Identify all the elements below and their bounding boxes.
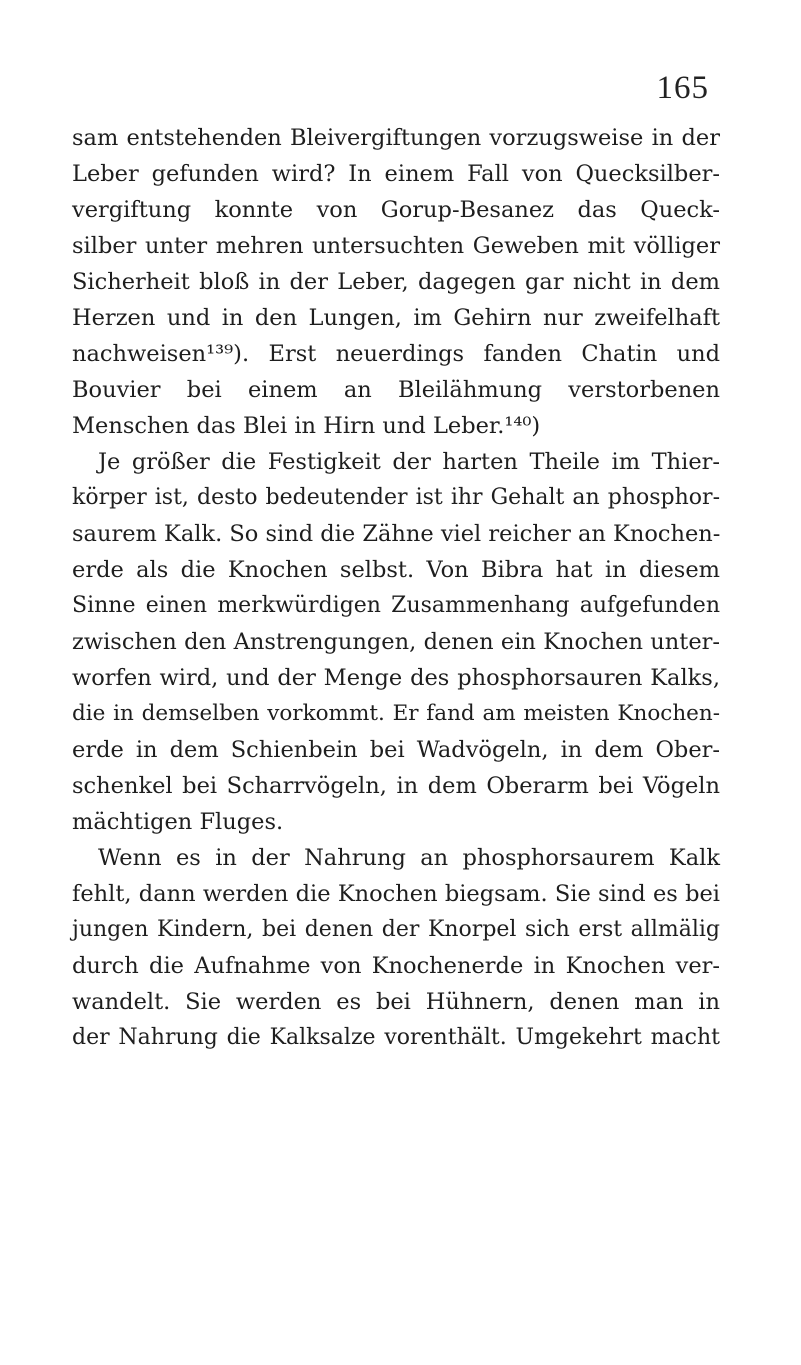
text-line: erde in dem Schienbein bei Wadvögeln, in dem Ober- <box>72 737 720 763</box>
text-line: wandelt. Sie werden es bei Hühnern, denen man in <box>72 989 720 1015</box>
text-line: Je größer die Festigkeit der harten Theile im Thier- <box>98 449 720 475</box>
text-line: mächtigen Fluges. <box>72 809 284 835</box>
text-line: Wenn es in der Nahrung an phosphorsaurem Kalk <box>98 845 720 871</box>
text-line: schenkel bei Scharrvögeln, in dem Oberarm bei Vögeln <box>72 773 720 799</box>
text-line: durch die Aufnahme von Knochenerde in Knochen ver- <box>72 953 720 979</box>
text-line: sam entstehenden Bleivergiftungen vorzugsweise in der <box>72 125 720 151</box>
text-line: die in demselben vorkommt. Er fand am meisten Knochen- <box>72 701 720 726</box>
text-line: Leber gefunden wird? In einem Fall von Quecksilber- <box>72 161 720 187</box>
text-line: der Nahrung die Kalksalze vorenthält. Umgekehrt macht <box>72 1025 720 1050</box>
text-line: Herzen und in den Lungen, im Gehirn nur zweifelhaft <box>72 305 720 331</box>
page-number: 165 <box>656 70 709 106</box>
text-line: nachweisen¹³⁹). Erst neuerdings fanden Chatin und <box>72 341 720 367</box>
body-text <box>72 120 720 1056</box>
text-line: körper ist, desto bedeutender ist ihr Gehalt an phosphor- <box>72 485 720 510</box>
text-line: vergiftung konnte von Gorup-Besanez das Queck- <box>72 197 720 223</box>
text-line: Bouvier bei einem an Bleilähmung verstorbenen <box>72 377 720 403</box>
text-line: erde als die Knochen selbst. Von Bibra hat in diesem <box>72 557 720 583</box>
text-line: Sinne einen merkwürdigen Zusammenhang aufgefunden <box>72 593 720 618</box>
text-line: worfen wird, und der Menge des phosphorsauren Kalks, <box>72 665 720 691</box>
text-line: fehlt, dann werden die Knochen biegsam. Sie sind es bei <box>72 881 720 907</box>
text-line: saurem Kalk. So sind die Zähne viel reicher an Knochen- <box>72 521 721 547</box>
text-line: jungen Kindern, bei denen der Knorpel sich erst allmälig <box>72 917 720 942</box>
text-line: Menschen das Blei in Hirn und Leber.¹⁴⁰) <box>72 413 541 439</box>
text-line: silber unter mehren untersuchten Geweben mit völliger <box>72 233 720 259</box>
text-line: Sicherheit bloß in der Leber, dagegen gar nicht in dem <box>72 269 720 295</box>
text-line: zwischen den Anstrengungen, denen ein Knochen unter- <box>72 629 720 655</box>
